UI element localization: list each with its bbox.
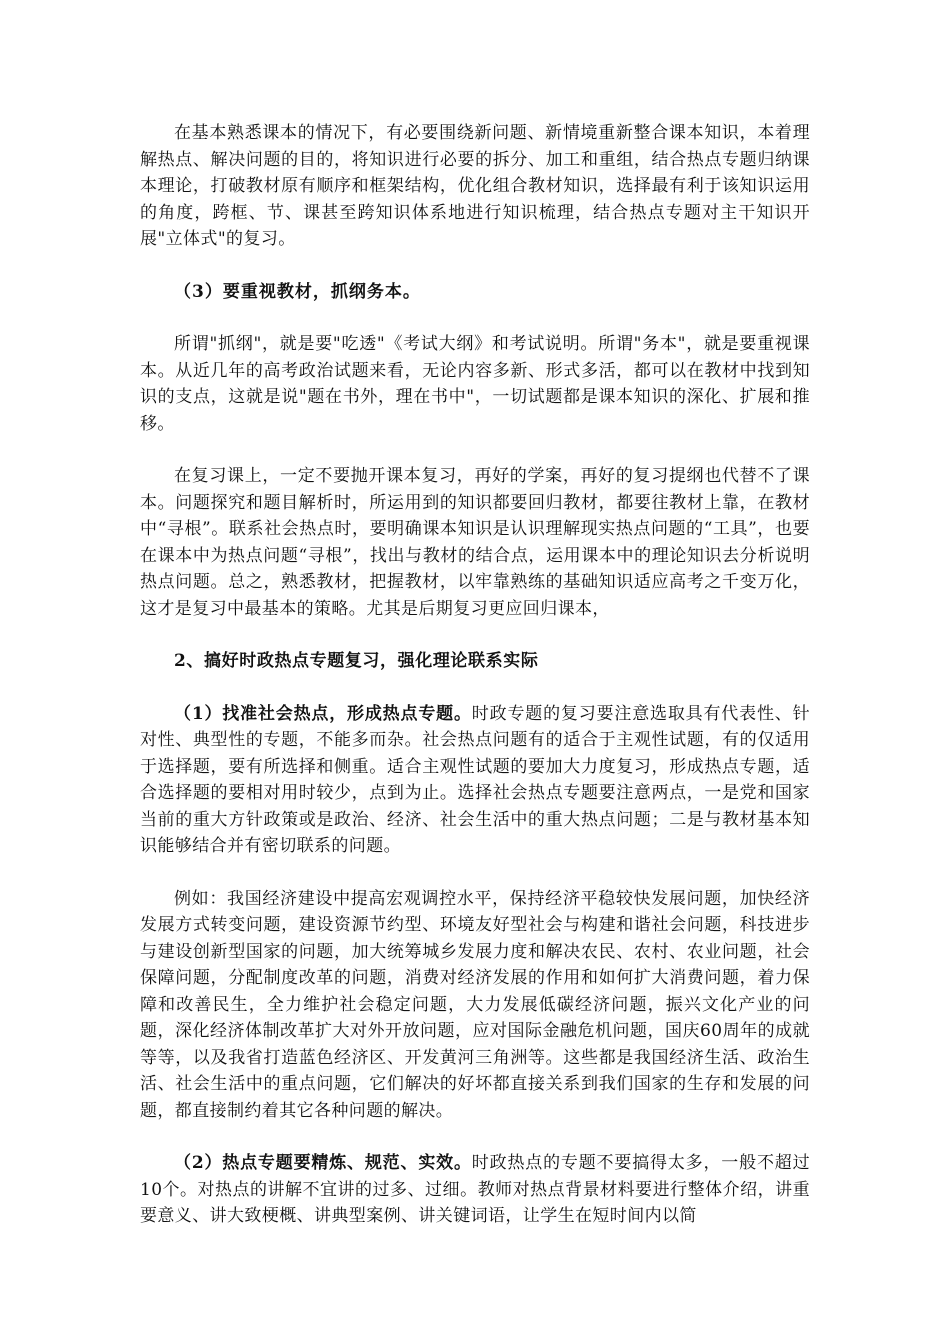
paragraph-gap [140,622,810,648]
paragraph-gap [140,1124,810,1150]
paragraph-grasp-outline: 所谓"抓纲"，就是要"吃透"《考试大纲》和考试说明。所谓"务本"，就是要重视课本。从近几年的高考政治试题来看，无论内容多新、形式多活，都可以在教材中找到知识的支点，这就是说"题在书外，理在书中"，一切试题都是课本知识的深化、扩展和推移。 [140,334,810,434]
paragraph-lead-bold: （2）热点专题要精炼、规范、实效。 [174,1153,472,1173]
paragraph-lead-bold: （1）找准社会热点，形成热点专题。 [174,703,472,724]
paragraph-body: 时政专题的复习要注意选取具有代表性、针对性、典型性的专题，不能多而杂。社会热点问题有的适合于主观性试题，有的仅适用于选择题，要有所选择和侧重。适合主观性试题的要加大力度复习，形成热点专题，适合选择题的要相对用时较少，点到为止。选择社会热点专题要注意两点，一是党和国家当前的重大方针政策或是政治、经济、社会生活中的重大热点问题；二是与教材基本知识能够结合并有密切联系的问题。 [140,703,810,856]
paragraph-review-class: 在复习课上，一定不要抛开课本复习，再好的学案，再好的复习提纲也代替不了课本。问题探究和题目解析时，所运用到的知识都要回归教材，都要往教材上靠，在教材中“寻根”。联系社会热点时，要明确课本知识是认识理解现实热点问题的“工具”，也要在课本中为热点问题“寻根”，找出与教材的结合点，运用课本中的理论知识去分析说明热点问题。总之，熟悉教材，把握教材，以牢靠熟练的基础知识适应高考之千变万化，这才是复习中最基本的策略。尤其是后期复习更应回归课本， [140,466,810,619]
paragraph-gap [140,305,810,331]
paragraph-examples: 例如：我国经济建设中提高宏观调控水平，保持经济平稳较快发展问题，加快经济发展方式转变问题，建设资源节约型、环境友好型社会与构建和谐社会问题，科技进步与建设创新型国家的问题，加大统筹城乡发展力度和解决农民、农村、农业问题，社会保障问题，分配制度改革的问题，消费对经济发展的作用和如何扩大消费问题，着力保障和改善民生，全力维护社会稳定问题，大力发展低碳经济问题，振兴文化产业的问题，深化经济体制改革扩大对外开放问题，应对国际金融危机问题，国庆60周年的成就等等，以及我省打造蓝色经济区、开发黄河三角洲等。这些都是我国经济生活、政治生活、社会生活中的重点问题，它们解决的好坏都直接关系到我们国家的生存和发展的问题，都直接制约着其它各种问题的解决。 [140,888,810,1121]
paragraph-body: 时政热点的专题不要搞得太多，一般不超过10个。对热点的讲解不宜讲的过多、过细。教师对热点背景材料要进行整体介绍，讲重要意义、讲大致梗概、讲典型案例、讲关键词语，让学生在短时间内以简 [140,1153,810,1226]
paragraph-refine-topics [140,1150,810,1230]
paragraph-gap [140,253,810,279]
paragraph-gap [140,437,810,463]
paragraph-integrate-knowledge: 在基本熟悉课本的情况下，有必要围绕新问题、新情境重新整合课本知识，本着理解热点、解决问题的目的，将知识进行必要的拆分、加工和重组，结合热点专题归纳课本理论，打破教材原有顺序和框架结构，优化组合教材知识，选择最有利于该知识运用的角度，跨框、节、课甚至跨知识体系地进行知识梳理，结合热点专题对主干知识开展"立体式"的复习。 [140,123,810,249]
heading-hot-topics-review: 2、搞好时政热点专题复习，强化理论联系实际 [174,651,539,671]
heading-value-textbook: （3）要重视教材，抓纲务本。 [174,281,421,302]
paragraph-gap [140,675,810,701]
paragraph-gap [140,860,810,886]
document-page [140,120,810,1230]
paragraph-find-hot-topics [140,701,810,860]
